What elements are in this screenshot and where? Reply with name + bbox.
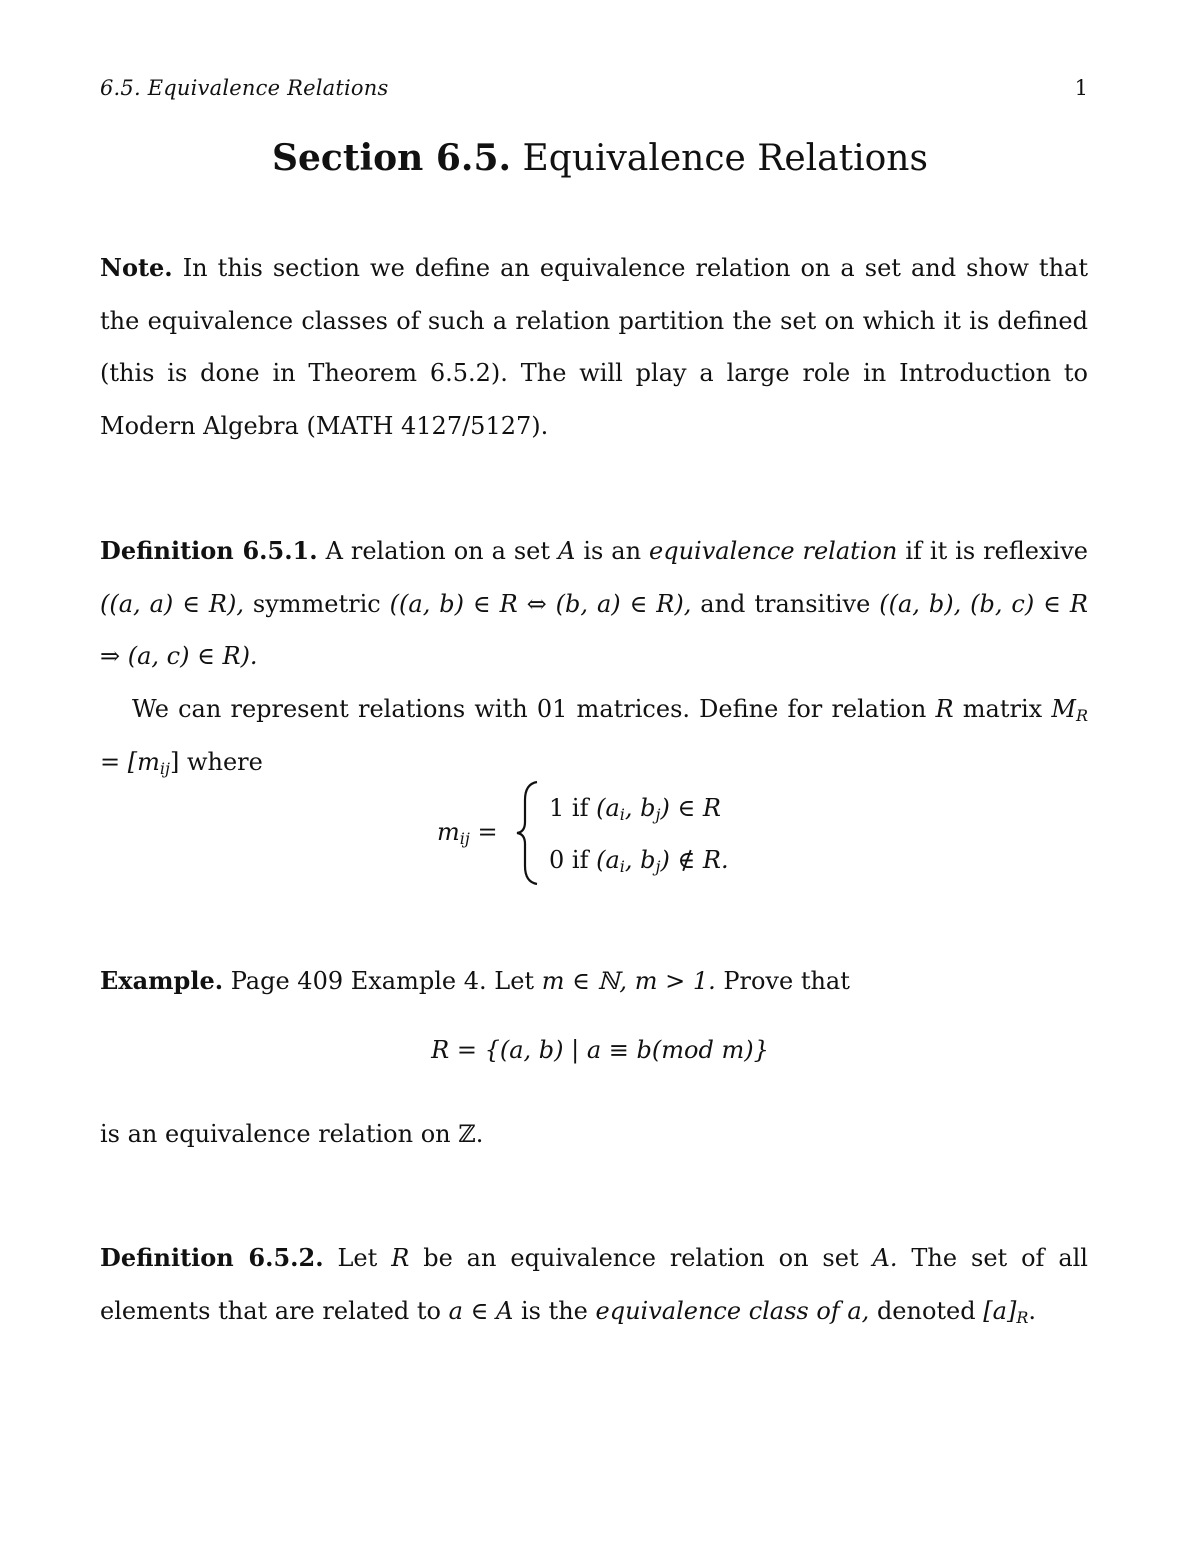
class-bracket: [a] bbox=[983, 1296, 1017, 1325]
lhs-subscript: ij bbox=[459, 829, 470, 848]
matrix-entry-subscript: ij bbox=[159, 758, 170, 778]
case-1-part: , b bbox=[624, 794, 656, 822]
definition-label: Definition 6.5.2. bbox=[100, 1243, 324, 1272]
matrix-entries bbox=[128, 748, 180, 776]
example-paragraph bbox=[100, 955, 1088, 1008]
piecewise-equals: = bbox=[477, 818, 498, 846]
matrix-subscript: R bbox=[1075, 706, 1089, 725]
example-conclusion bbox=[100, 1108, 1088, 1161]
section-name: Equivalence Relations bbox=[522, 138, 928, 179]
definition-text: is the bbox=[520, 1296, 588, 1325]
definition-text: be an equivalence relation on set bbox=[423, 1244, 859, 1272]
lhs-m: m bbox=[437, 818, 460, 846]
definition-text: Let bbox=[337, 1244, 378, 1272]
case-1-sub-i: i bbox=[619, 805, 625, 824]
definition-text: is an bbox=[583, 537, 642, 565]
defined-term: equivalence relation bbox=[649, 537, 898, 565]
math-a-in-a: a ∈ A bbox=[448, 1296, 514, 1325]
case-1-if: if bbox=[571, 794, 589, 822]
definition-text: symmetric bbox=[252, 589, 381, 618]
matrix-symbol bbox=[1051, 695, 1088, 723]
case-1-sub-j: j bbox=[655, 805, 661, 824]
matrix-entry-m: [m bbox=[127, 747, 160, 776]
case-2-part: (a bbox=[596, 846, 620, 874]
equivalence-class-notation bbox=[983, 1297, 1028, 1325]
math-element-a: a, bbox=[847, 1296, 870, 1325]
case-2-condition bbox=[596, 846, 728, 874]
definition-6-5-2 bbox=[100, 1232, 1088, 1337]
matrix-m: M bbox=[1051, 695, 1076, 723]
class-subscript: R bbox=[1016, 1307, 1029, 1327]
math-set-a: A. bbox=[872, 1244, 898, 1272]
math-relation-r: R bbox=[391, 1244, 410, 1272]
transitive-condition: ((a, b), (b, c) ∈ R ⇒ (a, c) ∈ R). bbox=[100, 589, 1088, 670]
definition-text: and transitive bbox=[700, 589, 871, 618]
example-text: Prove that bbox=[723, 967, 850, 995]
conclusion-text: is an equivalence relation on bbox=[100, 1120, 451, 1148]
case-1-part: (a bbox=[596, 794, 620, 822]
note-text: In this section we define an equivalence relation on a set and show that the equivalence classes of such a relation partition the set on which it is defined (this is done in Theorem 6.5.2). The will play a large role in Introduction to Modern Algebra (MATH 4127/5127). bbox=[100, 254, 1088, 440]
piecewise-case-2 bbox=[549, 846, 729, 874]
piecewise-lhs bbox=[437, 818, 498, 846]
left-brace-icon bbox=[513, 778, 543, 888]
paragraph-text: We can represent relations with 01 matrices. Define for relation bbox=[132, 695, 927, 723]
matrix-entry-close: ] bbox=[169, 747, 180, 776]
definition-text: if it is reflexive bbox=[905, 537, 1088, 565]
example-text: Page 409 Example 4. Let bbox=[230, 967, 535, 995]
definition-text: The set of all elements that are related to bbox=[100, 1244, 1088, 1325]
paragraph-text: where bbox=[186, 747, 263, 776]
definition-label: Definition 6.5.1. bbox=[100, 536, 318, 565]
page-number: 1 bbox=[1074, 76, 1088, 100]
definition-6-5-1 bbox=[100, 525, 1088, 683]
piecewise-definition bbox=[437, 778, 757, 888]
math-relation-r: R bbox=[935, 695, 954, 723]
relation-display-equation: R = {(a, b) | a ≡ b(mod m)} bbox=[431, 1036, 769, 1064]
case-1-value: 1 bbox=[549, 794, 565, 822]
note-paragraph bbox=[100, 242, 1088, 452]
section-title bbox=[0, 134, 1200, 183]
defined-term: equivalence class of bbox=[595, 1296, 840, 1325]
section-number: Section 6.5. bbox=[272, 137, 512, 179]
note-label: Note. bbox=[100, 253, 173, 282]
case-2-part: ) ∉ R. bbox=[660, 846, 729, 874]
math-m-in-naturals: m ∈ ℕ, bbox=[541, 967, 628, 995]
matrix-paragraph bbox=[100, 683, 1088, 788]
reflexive-condition: ((a, a) ∈ R), bbox=[100, 589, 244, 618]
case-2-sub-i: i bbox=[619, 857, 625, 876]
piecewise-case-1 bbox=[549, 794, 721, 822]
math-integers: ℤ. bbox=[458, 1120, 484, 1148]
case-2-part: , b bbox=[624, 846, 656, 874]
paragraph-text: matrix bbox=[962, 695, 1043, 723]
case-1-condition bbox=[596, 794, 721, 822]
equals-sign: = bbox=[100, 747, 121, 776]
example-label: Example. bbox=[100, 966, 224, 995]
sentence-period: . bbox=[1028, 1296, 1036, 1325]
math-m-greater-than-one: m > 1. bbox=[634, 967, 716, 995]
running-header-title: 6.5. Equivalence Relations bbox=[100, 76, 389, 100]
definition-text: A relation on a set bbox=[325, 537, 551, 565]
case-2-sub-j: j bbox=[655, 857, 661, 876]
symmetric-condition: ((a, b) ∈ R ⇔ (b, a) ∈ R), bbox=[389, 589, 692, 618]
case-2-value: 0 bbox=[549, 846, 565, 874]
math-set-a: A bbox=[558, 537, 576, 565]
definition-text: denoted bbox=[876, 1296, 976, 1325]
case-1-part: ) ∈ R bbox=[660, 794, 721, 822]
case-2-if: if bbox=[571, 846, 589, 874]
